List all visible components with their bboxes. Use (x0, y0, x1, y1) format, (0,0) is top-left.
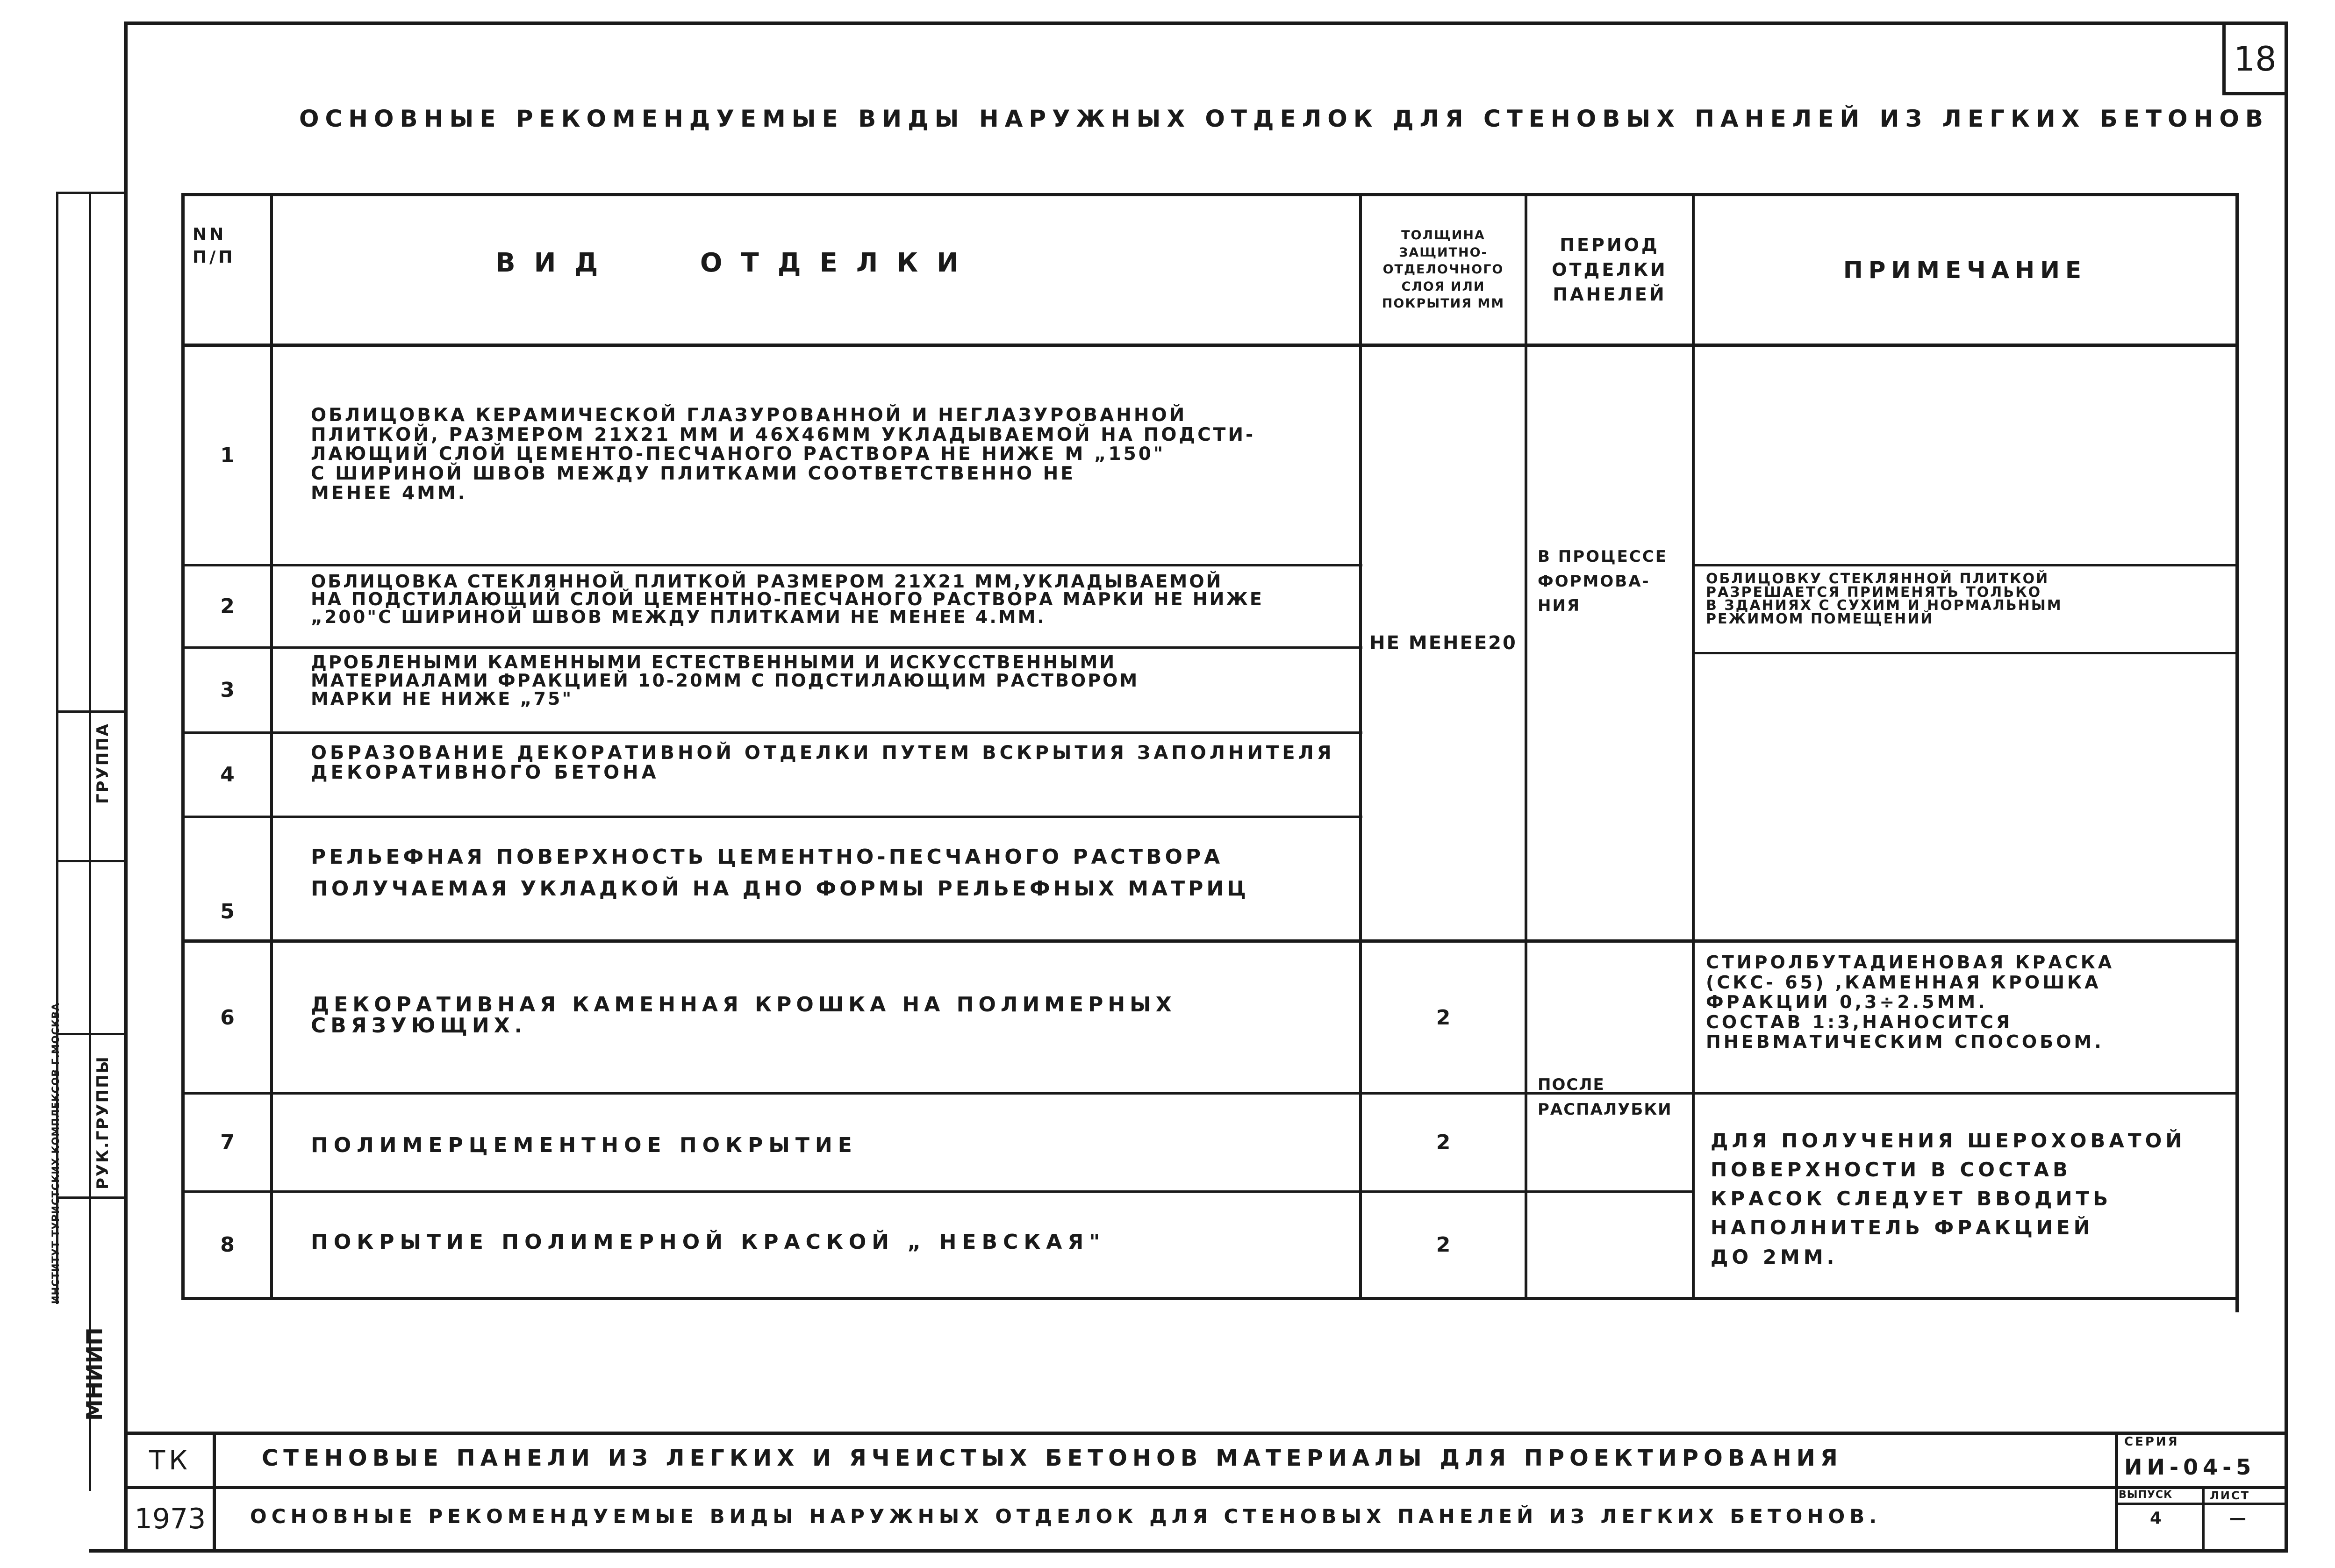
thickness-row6: 2 (1436, 1005, 1451, 1030)
series-label: СЕРИЯ (2124, 1435, 2179, 1449)
table-line (182, 816, 1362, 818)
title-block-line (124, 1486, 2288, 1489)
frame-right (2285, 21, 2288, 1552)
row-text: ПОКРЫТИЕ ПОЛИМЕРНОЙ КРАСКОЙ „ НЕВСКАЯ" (311, 1230, 1106, 1254)
header-thickness: ТОЛЩИНА ЗАЩИТНО- ОТДЕЛОЧНОГО СЛОЯ ИЛИ ПОКРЫТИЯ ММ (1382, 228, 1505, 311)
title-block-line (2115, 1503, 2288, 1505)
table-line (1694, 1092, 2239, 1095)
header-note: ПРИМЕЧАНИЕ (1843, 256, 2087, 284)
page-title: ОСНОВНЫЕ РЕКОМЕНДУЕМЫЕ ВИДЫ НАРУЖНЫХ ОТДЕЛОК ДЛЯ СТЕНОВЫХ ПАНЕЛЕЙ ИЗ ЛЕГКИХ БЕТОНОВ (299, 105, 2269, 132)
note-row7-8: ДЛЯ ПОЛУЧЕНИЯ ШЕРОХОВАТОЙ ПОВЕРХНОСТИ В СОСТАВ КРАСОК СЛЕДУЕТ ВВОДИТЬ НАПОЛНИТЕЛЬ ФРАКЦИЕЙ ДО 2ММ. (1711, 1129, 2186, 1268)
frame-top (124, 21, 2288, 25)
page-number: 18 (2234, 39, 2277, 79)
table-line (2235, 193, 2239, 1312)
title-block-line (2202, 1486, 2205, 1552)
sheet-value: — (2229, 1509, 2249, 1528)
table-line (182, 193, 2239, 196)
org-code: ТК (149, 1445, 191, 1476)
row-num: 2 (220, 594, 235, 618)
header-num: NN П/П (193, 225, 236, 267)
row-num: 6 (220, 1005, 235, 1030)
table-line (182, 731, 1362, 734)
side-group-label: ГРУППА (93, 722, 112, 804)
header-type: ВИД ОТДЕЛКИ (495, 248, 977, 278)
table-line (182, 564, 1362, 566)
row-text: РЕЛЬЕФНАЯ ПОВЕРХНОСТЬ ЦЕМЕНТНО-ПЕСЧАНОГО РАСТВОРА ПОЛУЧАЕМАЯ УКЛАДКОЙ НА ДНО ФОРМЫ РЕЛЬЕФНЫХ МАТРИЦ (311, 845, 1249, 901)
table-line (182, 344, 2239, 347)
row-num: 5 (220, 899, 235, 924)
row-num: 8 (220, 1233, 235, 1257)
note-row2: ОБЛИЦОВКУ СТЕКЛЯННОЙ ПЛИТКОЙ РАЗРЕШАЕТСЯ ПРИМЕНЯТЬ ТОЛЬКО В ЗДАНИЯХ С СУХИМ И НОРМАЛЬНЫМ РЕЖИМОМ ПОМЕЩЕНИЙ (1706, 571, 2063, 627)
title-block-row2: ОСНОВНЫЕ РЕКОМЕНДУЕМЫЕ ВИДЫ НАРУЖНЫХ ОТДЕЛОК ДЛЯ СТЕНОВЫХ ПАНЕЛЕЙ ИЗ ЛЕГКИХ БЕТОНОВ. (250, 1505, 1882, 1528)
header-period: ПЕРИОД ОТДЕЛКИ ПАНЕЛЕЙ (1552, 234, 1668, 305)
row-text: ДРОБЛЕНЫМИ КАМЕННЫМИ ЕСТЕСТВЕННЫМИ И ИСКУССТВЕННЫМИ МАТЕРИАЛАМИ ФРАКЦИЕЙ 10-20ММ С ПОДСТИЛАЮЩИМ РАСТВОРОМ МАРКИ НЕ НИЖЕ „75" (311, 652, 1139, 709)
frame-bottom (89, 1549, 2288, 1553)
row-text: ПОЛИМЕРЦЕМЕНТНОЕ ПОКРЫТИЕ (311, 1133, 858, 1157)
frame-left (124, 21, 128, 1552)
row-num: 3 (220, 678, 235, 702)
row-text: ОБЛИЦОВКА СТЕКЛЯННОЙ ПЛИТКОЙ РАЗМЕРОМ 21X21 ММ,УКЛАДЫВАЕМОЙ НА ПОДСТИЛАЮЩИЙ СЛОЙ ЦЕМЕНТНО-ПЕСЧАНОГО РАСТВОРА МАРКИ НЕ НИЖЕ „200"С ШИРИНОЙ ШВОВ МЕЖДУ ПЛИТКАМИ НЕ МЕНЕЕ 4.ММ. (311, 571, 1264, 627)
period-after-stripping: ПОСЛЕ РАСПАЛУБКИ (1538, 1075, 1672, 1119)
issue-label: ВЫПУСК (2119, 1489, 2173, 1501)
side-stamp-line (89, 192, 91, 1491)
table-line (1694, 652, 2239, 654)
series-value: ИИ-04-5 (2124, 1454, 2256, 1480)
issue-value: 4 (2150, 1509, 2165, 1528)
note-row6: СТИРОЛБУТАДИЕНОВАЯ КРАСКА (СКС- 65) ,КАМЕННАЯ КРОШКА ФРАКЦИИ 0,3÷2.5ММ. СОСТАВ 1:3,НАНОСИТСЯ ПНЕВМАТИЧЕСКИМ СПОСОБОМ. (1706, 952, 2115, 1052)
row-num: 1 (220, 444, 235, 467)
row-num: 7 (220, 1131, 235, 1154)
side-org-text: ИНСТИТУТ ТУРИСТСКИХ КОМПЛЕКСОВ Г.МОСКВА (50, 1002, 61, 1304)
row-num: 4 (220, 763, 235, 787)
side-lead-label: РУК.ГРУППЫ (93, 1055, 112, 1189)
sheet-label: ЛИСТ (2210, 1489, 2250, 1502)
table-line (1525, 193, 1527, 1300)
row-text: ДЕКОРАТИВНАЯ КАМЕННАЯ КРОШКА НА ПОЛИМЕРНЫХ СВЯЗУЮЩИХ. (311, 993, 1176, 1038)
thickness-row8: 2 (1436, 1233, 1451, 1257)
title-block-line (2115, 1432, 2118, 1552)
title-block-row1: СТЕНОВЫЕ ПАНЕЛИ ИЗ ЛЕГКИХ И ЯЧЕИСТЫХ БЕТОНОВ МАТЕРИАЛЫ ДЛЯ ПРОЕКТИРОВАНИЯ (262, 1445, 1843, 1471)
table-line (1692, 193, 1695, 1300)
period-forming: В ПРОЦЕССЕ ФОРМОВА- НИЯ (1538, 547, 1668, 616)
table-line (182, 939, 2239, 943)
table-line (270, 193, 273, 1300)
thickness-row7: 2 (1436, 1131, 1451, 1154)
row-text: ОБРАЗОВАНИЕ ДЕКОРАТИВНОЙ ОТДЕЛКИ ПУТЕМ ВСКРЫТИЯ ЗАПОЛНИТЕЛЯ ДЕКОРАТИВНОГО БЕТОНА (311, 742, 1335, 783)
year: 1973 (134, 1503, 206, 1535)
table-line (182, 646, 1362, 649)
title-block-line (124, 1432, 2288, 1435)
side-logo: МНИИП (82, 1327, 107, 1421)
thickness-merged: НЕ МЕНЕЕ20 (1369, 632, 1517, 654)
table-line (181, 193, 185, 1300)
table-line (182, 1297, 2239, 1300)
title-block-line (213, 1432, 216, 1552)
row-text: ОБЛИЦОВКА КЕРАМИЧЕСКОЙ ГЛАЗУРОВАННОЙ И НЕГЛАЗУРОВАННОЙ ПЛИТКОЙ, РАЗМЕРОМ 21X21 ММ И 46X46ММ УКЛАДЫВАЕМОЙ НА ПОДСТИ- ЛАЮЩИЙ СЛОЙ ЦЕМЕНТО-ПЕСЧАНОГО РАСТВОРА НЕ НИЖЕ М „150" С ШИРИНОЙ ШВОВ МЕЖДУ ПЛИТКАМИ СООТВЕТСТВЕННО НЕ МЕНЕЕ 4ММ. (311, 405, 1256, 504)
table-line (1694, 564, 2239, 566)
